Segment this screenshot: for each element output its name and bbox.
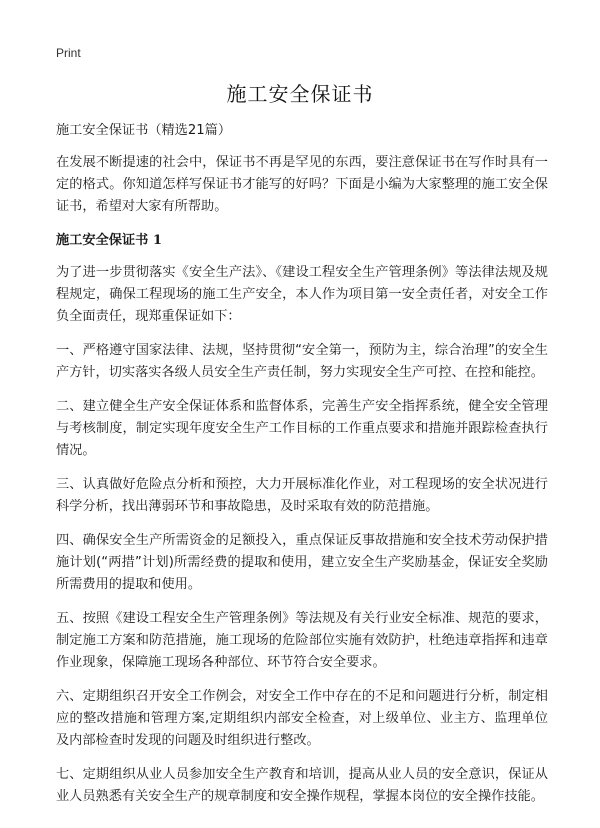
print-link[interactable]: Print xyxy=(56,46,81,60)
paragraph-item-4: 四、确保安全生产所需资金的足额投入，重点保证反事故措施和安全技术劳动保护措施计划(“两措”计划)所需经费的提取和使用，建立安全生产奖励基金，保证安全奖励所需费用的提取和使用。 xyxy=(56,533,548,592)
paragraph-preamble: 为了进一步贯彻落实《安全生产法》、《建设工程安全生产管理条例》等法律法规及规程规定，确保工程现场的施工生产安全，本人作为项目第一安全责任者，对安全工作负全面责任，现郑重保证如下： xyxy=(56,265,548,324)
paragraph-item-6: 六、定期组织召开安全工作例会，对安全工作中存在的不足和问题进行分析，制定相应的整改措施和管理方案,定期组织内部安全检查，对上级单位、业主方、监理单位及内部检查时发现的问题及时组织进行整改。 xyxy=(56,689,548,748)
document-body xyxy=(56,120,548,820)
document-subtitle: 施工安全保证书（精选21篇） xyxy=(56,123,232,138)
paragraph-item-5: 五、按照《建设工程安全生产管理条例》等法规及有关行业安全标准、规范的要求，制定施工方案和防范措施，施工现场的危险部位实施有效防护，杜绝违章指挥和违章作业现象，保障施工现场各种部位、环节符合安全要求。 xyxy=(56,611,548,670)
document-title: 施工安全保证书 xyxy=(226,82,374,106)
paragraph-item-3: 三、认真做好危险点分析和预控，大力开展标准化作业，对工程现场的安全状况进行科学分析，找出薄弱环节和事故隐患，及时采取有效的防范措施。 xyxy=(56,477,548,514)
section-heading: 施工安全保证书 1 xyxy=(56,233,163,248)
paragraph-item-2: 二、建立健全生产安全保证体系和监督体系，完善生产安全指挥系统，健全安全管理与考核制度，制定实现年度安全生产工作目标的工作重点要求和措施并跟踪检查执行情况。 xyxy=(56,399,548,458)
intro-paragraph: 在发展不断提速的社会中，保证书不再是罕见的东西，要注意保证书在写作时具有一定的格式。你知道怎样写保证书才能写的好吗？下面是小编为大家整理的施工安全保证书，希望对大家有所帮助。 xyxy=(56,155,548,214)
paragraph-item-7: 七、定期组织从业人员参加安全生产教育和培训，提高从业人员的安全意识，保证从业人员熟悉有关安全生产的规章制度和安全操作规程，掌握本岗位的安全操作技能。 xyxy=(56,767,548,804)
paragraph-item-1: 一、严格遵守国家法律、法规，坚持贯彻“安全第一，预防为主，综合治理”的安全生产方针，切实落实各级人员安全生产责任制，努力实现安全生产可控、在控和能控。 xyxy=(56,343,548,380)
